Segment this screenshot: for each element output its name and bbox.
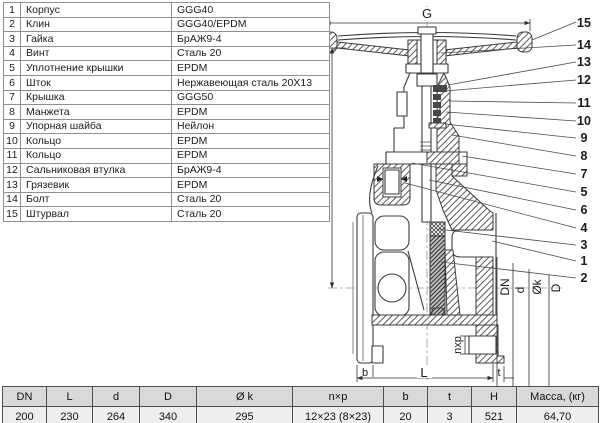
oring-upper-section	[433, 102, 441, 108]
part-name: Клин	[21, 17, 172, 32]
table-row	[4, 207, 330, 222]
dim-label-big-d: D	[549, 283, 563, 293]
callout-8: 8	[580, 149, 588, 163]
handwheel-right-rim	[517, 32, 532, 52]
part-num: 12	[4, 163, 21, 178]
table-row	[4, 61, 330, 76]
part-material: EPDM	[172, 148, 330, 163]
part-material: GGG40/EPDM	[172, 17, 330, 32]
dimension-diameters	[497, 257, 563, 386]
inlet-flange-plate	[357, 213, 373, 363]
part-name: Сальниковая втулка	[21, 163, 172, 178]
part-material: Сталь 20	[172, 192, 330, 207]
table-row	[4, 148, 330, 163]
table-row	[4, 163, 330, 178]
callout-6: 6	[580, 203, 588, 217]
part-num: 7	[4, 90, 21, 105]
table-row	[4, 46, 330, 61]
callout-4: 4	[580, 221, 588, 235]
dim-label-t: t	[497, 367, 501, 379]
spec-value-row	[3, 407, 599, 423]
table-row	[4, 134, 330, 149]
spec-header-dn: DN	[3, 387, 47, 407]
callout-7: 7	[580, 167, 588, 181]
part-num: 14	[4, 192, 21, 207]
spec-value-t: 3	[428, 407, 472, 423]
part-name: Гайка	[21, 32, 172, 47]
spec-header-nxp: n×p	[293, 387, 384, 407]
part-name: Крышка	[21, 90, 172, 105]
part-material: Сталь 20	[172, 207, 330, 222]
thrust-washer-section	[429, 123, 446, 128]
oring-lower-section	[433, 110, 441, 116]
spec-header-d: d	[93, 387, 140, 407]
stem-cap-nut	[418, 27, 436, 34]
dim-label-nxp: nxp	[452, 336, 464, 354]
spec-value-mass: 64,70	[517, 407, 599, 423]
outlet-flange-section	[476, 257, 493, 315]
wedge	[430, 222, 445, 318]
flange-bolt-hole	[469, 336, 496, 354]
part-num: 1	[4, 3, 21, 18]
part-name: Грязевик	[21, 178, 172, 193]
part-material: EPDM	[172, 134, 330, 149]
callout-14: 14	[577, 38, 591, 52]
part-num: 5	[4, 61, 21, 76]
part-num: 13	[4, 178, 21, 193]
spec-value-dn: 200	[3, 407, 47, 423]
spec-header-t: t	[428, 387, 472, 407]
part-name: Манжета	[21, 105, 172, 120]
part-num: 2	[4, 17, 21, 32]
part-name: Болт	[21, 192, 172, 207]
table-row	[4, 75, 330, 90]
callout-15: 15	[577, 16, 591, 30]
spec-value-big-d: 340	[140, 407, 197, 423]
bottom-plate-section	[372, 315, 497, 325]
table-row	[4, 32, 330, 47]
dim-label-ok: Øk	[530, 279, 544, 295]
part-material: GGG40	[172, 3, 330, 18]
spec-value-ok: 295	[197, 407, 293, 423]
callout-10: 10	[577, 114, 591, 128]
part-num: 8	[4, 105, 21, 120]
part-material: Сталь 20	[172, 46, 330, 61]
part-name: Корпус	[21, 3, 172, 18]
table-row	[4, 17, 330, 32]
gland-bush-section	[433, 94, 441, 100]
callout-9: 9	[580, 131, 588, 145]
part-material: БрАЖ9-4	[172, 163, 330, 178]
dim-label-d: d	[513, 286, 527, 294]
part-num: 6	[4, 75, 21, 90]
spec-header-row	[3, 387, 599, 407]
callout-11: 11	[577, 96, 591, 110]
dimension-nxp	[452, 336, 470, 354]
dim-label-l: L	[420, 365, 428, 380]
dim-label-b: b	[361, 367, 369, 379]
spec-value-nxp: 12×23 (8×23)	[293, 407, 384, 423]
spec-value-d: 264	[93, 407, 140, 423]
part-num: 3	[4, 32, 21, 47]
dim-label-dn: DN	[498, 278, 512, 296]
part-material: Нержавеющая сталь 20Х13	[172, 75, 330, 90]
handwheel	[322, 27, 532, 73]
part-num: 11	[4, 148, 21, 163]
part-name: Шток	[21, 75, 172, 90]
part-material: EPDM	[172, 178, 330, 193]
part-name: Штурвал	[21, 207, 172, 222]
callout-numbers	[577, 16, 591, 285]
part-name: Кольцо	[21, 148, 172, 163]
table-row	[4, 90, 330, 105]
spec-header-h: H	[472, 387, 517, 407]
spec-header-b: b	[384, 387, 428, 407]
spec-value-h: 521	[472, 407, 517, 423]
spec-value-l: 230	[47, 407, 93, 423]
table-row	[4, 105, 330, 120]
valve-body-left	[353, 166, 424, 363]
bonnet-bolt-section	[385, 170, 399, 194]
callout-2: 2	[580, 271, 588, 285]
part-num: 9	[4, 119, 21, 134]
spec-header-mass: Масса, (кг)	[517, 387, 599, 407]
spec-header-l: L	[47, 387, 93, 407]
table-row	[4, 192, 330, 207]
table-row	[4, 178, 330, 193]
dim-label-g: G	[421, 6, 433, 21]
parts-list-table	[3, 2, 330, 222]
callout-5: 5	[580, 185, 588, 199]
callout-13: 13	[577, 55, 591, 69]
body-boss-circle	[378, 274, 406, 302]
callout-1: 1	[580, 254, 588, 268]
part-num: 15	[4, 207, 21, 222]
wedge-rubber-section	[430, 236, 445, 314]
part-num: 10	[4, 134, 21, 149]
spec-header-ok: Ø k	[197, 387, 293, 407]
spec-header-big-d: D	[140, 387, 197, 407]
part-name: Кольцо	[21, 134, 172, 149]
spec-value-b: 20	[384, 407, 428, 423]
spec-dimensions-table	[2, 386, 599, 423]
callout-12: 12	[577, 73, 591, 87]
part-material: Нейлон	[172, 119, 330, 134]
part-material: GGG50	[172, 90, 330, 105]
part-material: БрАЖ9-4	[172, 32, 330, 47]
part-material: EPDM	[172, 61, 330, 76]
part-name: Винт	[21, 46, 172, 61]
dimension-l-b-t	[357, 364, 514, 382]
part-num: 4	[4, 46, 21, 61]
part-material: EPDM	[172, 105, 330, 120]
part-name: Упорная шайба	[21, 119, 172, 134]
table-row	[4, 119, 330, 134]
table-row	[4, 3, 330, 18]
callout-3: 3	[580, 238, 588, 252]
part-name: Уплотнение крышки	[21, 61, 172, 76]
dirt-seal-section	[433, 85, 447, 92]
